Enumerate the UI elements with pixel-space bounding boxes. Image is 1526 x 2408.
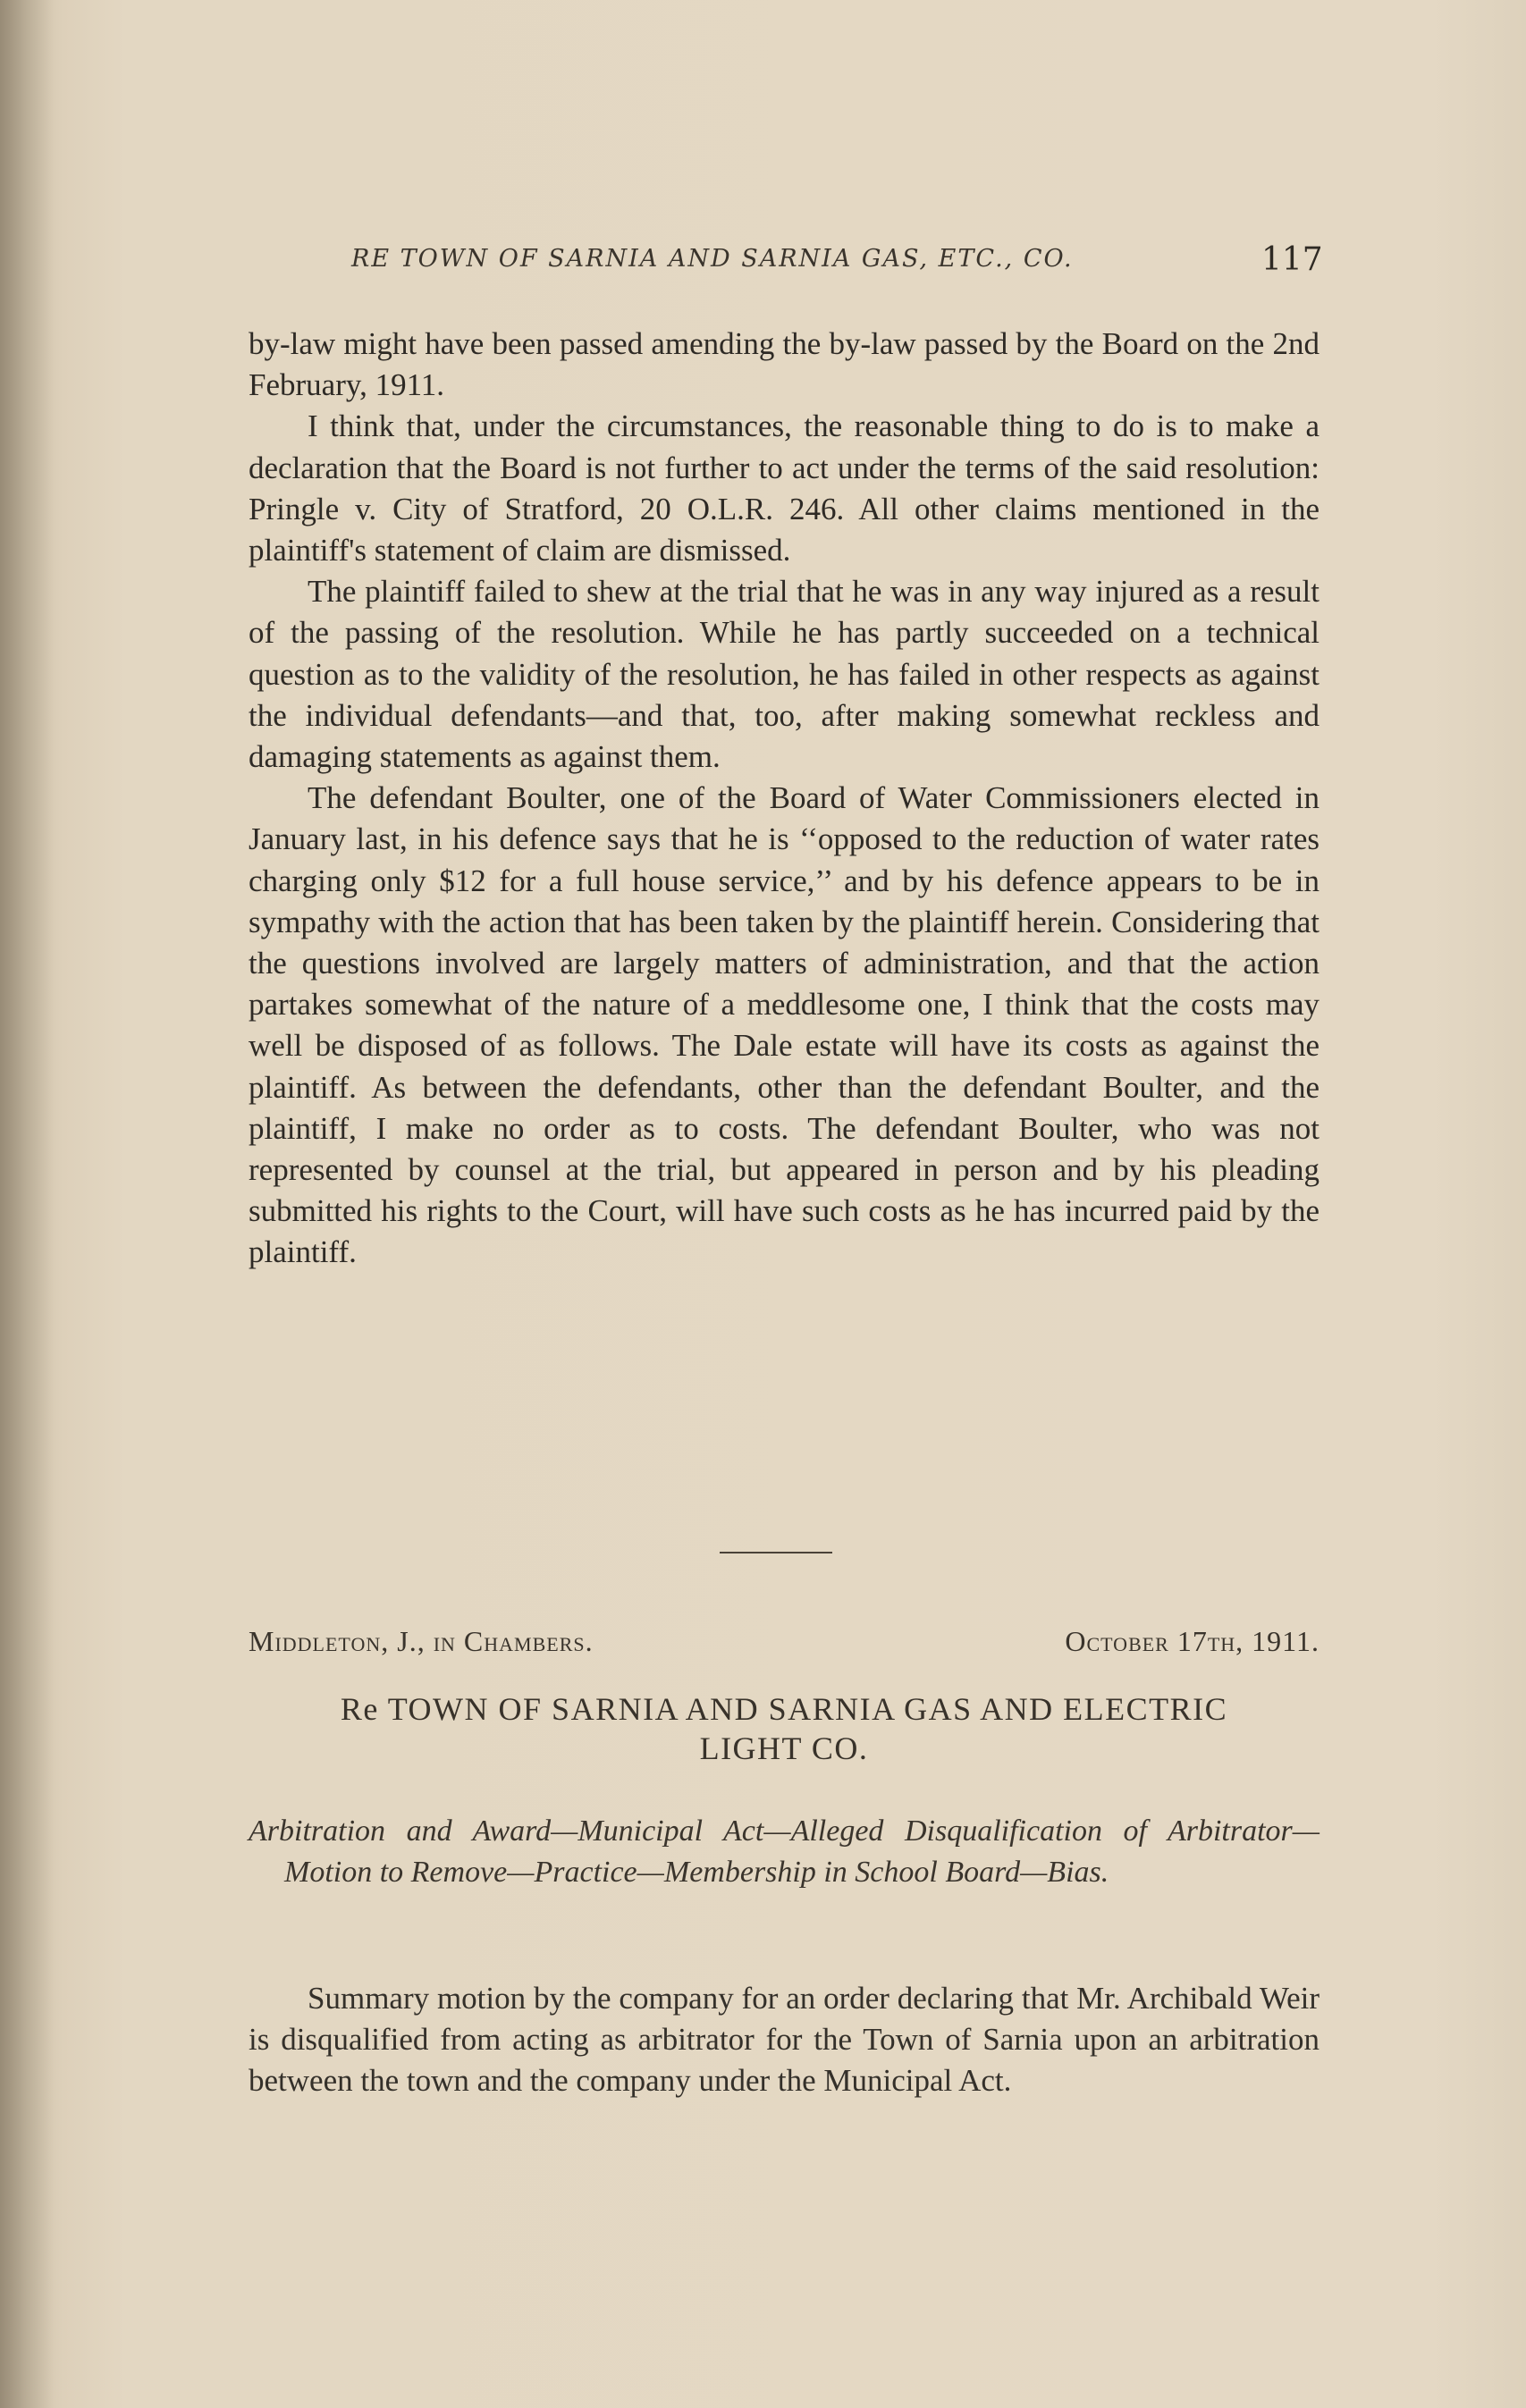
binding-shadow [0, 0, 54, 2408]
case-title [249, 1689, 1319, 1768]
case-title-line-1: Re TOWN OF SARNIA AND SARNIA GAS AND ELECTRIC [340, 1691, 1228, 1727]
running-header-title: RE TOWN OF SARNIA AND SARNIA GAS, ETC., CO. [351, 245, 1074, 273]
body-paragraph: The defendant Boulter, one of the Board of Water Commissioners elected in January last, in his defence says that he is ‘‘opposed to the reduction of water rates charging only $12 for a full house service,’’ and by his defence appears to be in sympathy with the action that has been taken by the plaintiff herein. Considering that the questions involved are largely matters of administration, and that the action partakes somewhat of the nature of a meddlesome one, I think that the costs may well be disposed of as follows. The Dale estate will have its costs as against the plaintiff. As between the defendants, other than the defendant Boulter, and the plaintiff, I make no order as to costs. The defendant Boulter, who was not represented by counsel at the trial, but appeared in person and by his pleading submitted his rights to the Court, will have such costs as he has incurred paid by the plaintiff. [249, 780, 1319, 1270]
body-paragraph: The plaintiff failed to shew at the trial that he was in any way injured as a result of the passing of the resolution. While he has partly succeeded on a technical question as to the validity of the resolution, he has failed in other respects as against the individual defendants—and that, too, after making somewhat reckless and damaging statements as against them. [249, 574, 1319, 775]
case-summary [249, 1978, 1319, 2101]
headnote-text: Arbitration and Award—Municipal Act—Alleged Disqualification of Arbitrator—Motion to Remove—Practice—Membership in School Board—Bias. [249, 1814, 1319, 1889]
page-number: 117 [1261, 241, 1323, 278]
body-paragraph: by-law might have been passed amending the by-law passed by the Board on the 2nd February, 1911. [249, 326, 1319, 403]
judgment-body [249, 324, 1319, 1274]
body-paragraph: I think that, under the circumstances, the reasonable thing to do is to make a declaration that the Board is not further to act under the terms of the said resolution: Pringle v. City of Stratford, 20 O.L.R. 246. All other claims mentioned in the plaintiff's statement of claim are dismissed. [249, 408, 1319, 568]
court-line [249, 1625, 1319, 1664]
running-header [249, 241, 1321, 286]
summary-paragraph: Summary motion by the company for an order declaring that Mr. Archibald Weir is disqualified from acting as arbitrator for the Town of Sarnia upon an arbitration between the town and the company under the Municipal Act. [249, 1981, 1319, 2098]
decision-date: October 17th, 1911. [1065, 1625, 1319, 1657]
judge-and-court: Middleton, J., in Chambers. [249, 1625, 594, 1657]
section-divider [720, 1552, 832, 1553]
headnote [249, 1811, 1319, 1893]
case-title-line-2: LIGHT CO. [699, 1730, 869, 1766]
